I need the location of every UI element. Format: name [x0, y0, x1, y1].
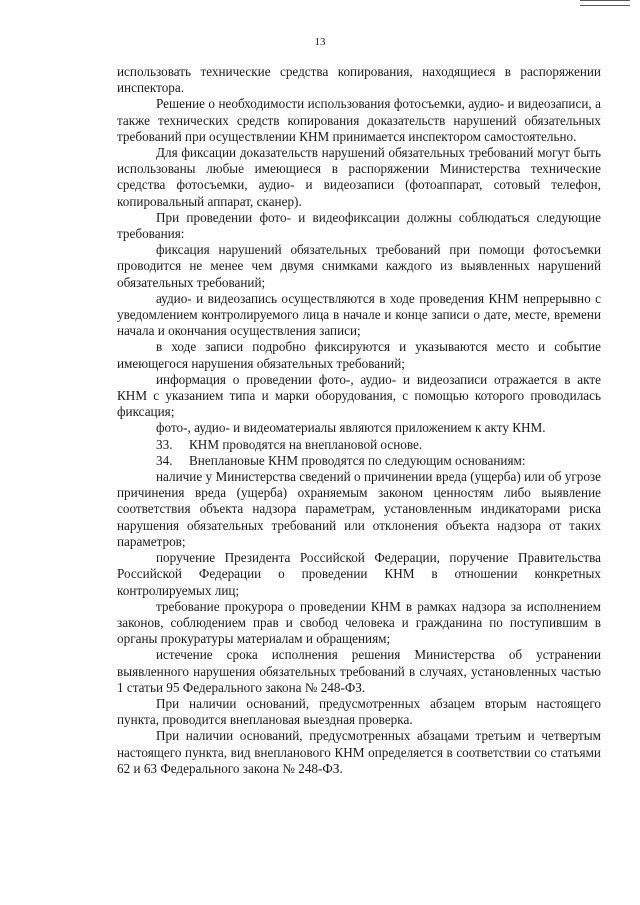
paragraph: использовать технические средства копирования, находящиеся в распоряжении инспектора.	[117, 64, 601, 96]
paragraph-text: КНМ проводятся на внеплановой основе.	[189, 436, 423, 452]
paragraph-number: 34.	[156, 452, 173, 468]
paragraph: При наличии оснований, предусмотренных абзацами третьим и четвертым настоящего пункта, вид внепланового КНМ определяется в соответствии со статьями 62 и 63 Федерального закона № 248-ФЗ.	[117, 728, 601, 776]
list-paragraph: истечение срока исполнения решения Министерства об устранении выявленного нарушения обязательных требований в случаях, установленных частью 1 статьи 95 Федерального закона № 248-ФЗ.	[117, 647, 601, 695]
list-paragraph: аудио- и видеозапись осуществляются в ходе проведения КНМ непрерывно с уведомлением контролируемого лица в начале и конце записи о дате, месте, времени начала и окончания осуществления записи;	[117, 290, 601, 339]
paragraph: Для фиксации доказательств нарушений обязательных требований могут быть использованы любые имеющиеся в распоряжении Министерства технические средства фотосъемки, аудио- и видеозаписи (фотоаппарат, сотовый телефон, копировальный аппарат, сканер).	[117, 145, 601, 209]
list-paragraph: требование прокурора о проведении КНМ в рамках надзора за исполнением законов, соблюдением прав и свобод человека и гражданина по поступившим в органы прокуратуры материалам и обращениям;	[117, 598, 601, 647]
page-number: 13	[314, 36, 326, 48]
paragraph-text: Внеплановые КНМ проводятся по следующим основаниям:	[189, 452, 526, 468]
page-corner-mark	[580, 0, 630, 6]
numbered-paragraph-33	[117, 437, 601, 453]
numbered-paragraph-34	[117, 453, 601, 469]
paragraph-number: 33.	[156, 436, 173, 452]
list-paragraph: поручение Президента Российской Федерации, поручение Правительства Российской Федерации о проведении КНМ в отношении конкретных контролируемых лиц;	[117, 550, 601, 598]
list-paragraph: фиксация нарушений обязательных требований при помощи фотосъемки проводится не менее чем двумя снимками каждого из выявленных нарушений обязательных требований;	[117, 242, 601, 290]
list-paragraph: в ходе записи подробно фиксируются и указываются место и событие имеющегося нарушения обязательных требований;	[117, 339, 601, 371]
paragraph: При наличии оснований, предусмотренных абзацем вторым настоящего пункта, проводится внеплановая выездная проверка.	[117, 695, 601, 728]
document-body	[117, 64, 601, 777]
paragraph: При проведении фото- и видеофиксации должны соблюдаться следующие требования:	[117, 209, 601, 242]
list-paragraph: фото-, аудио- и видеоматериалы являются приложением к акту КНМ.	[156, 420, 546, 436]
list-paragraph: наличие у Министерства сведений о причинении вреда (ущерба) или об угрозе причинения вреда (ущерба) охраняемым законом ценностям либо выявление соответствия объекта надзора параметрам, установленным индикаторами риска нарушения обязательных требований или отклонения объекта надзора от таких параметров;	[117, 469, 601, 549]
paragraph: Решение о необходимости использования фотосъемки, аудио- и видеозаписи, а также технических средств копирования доказательств нарушений обязательных требований при осуществлении КНМ принимается инспектором самостоятельно.	[117, 96, 601, 144]
list-paragraph: информация о проведении фото-, аудио- и видеозаписи отражается в акте КНМ с указанием типа и марки оборудования, с помощью которого проводилась фиксация;	[117, 371, 601, 420]
